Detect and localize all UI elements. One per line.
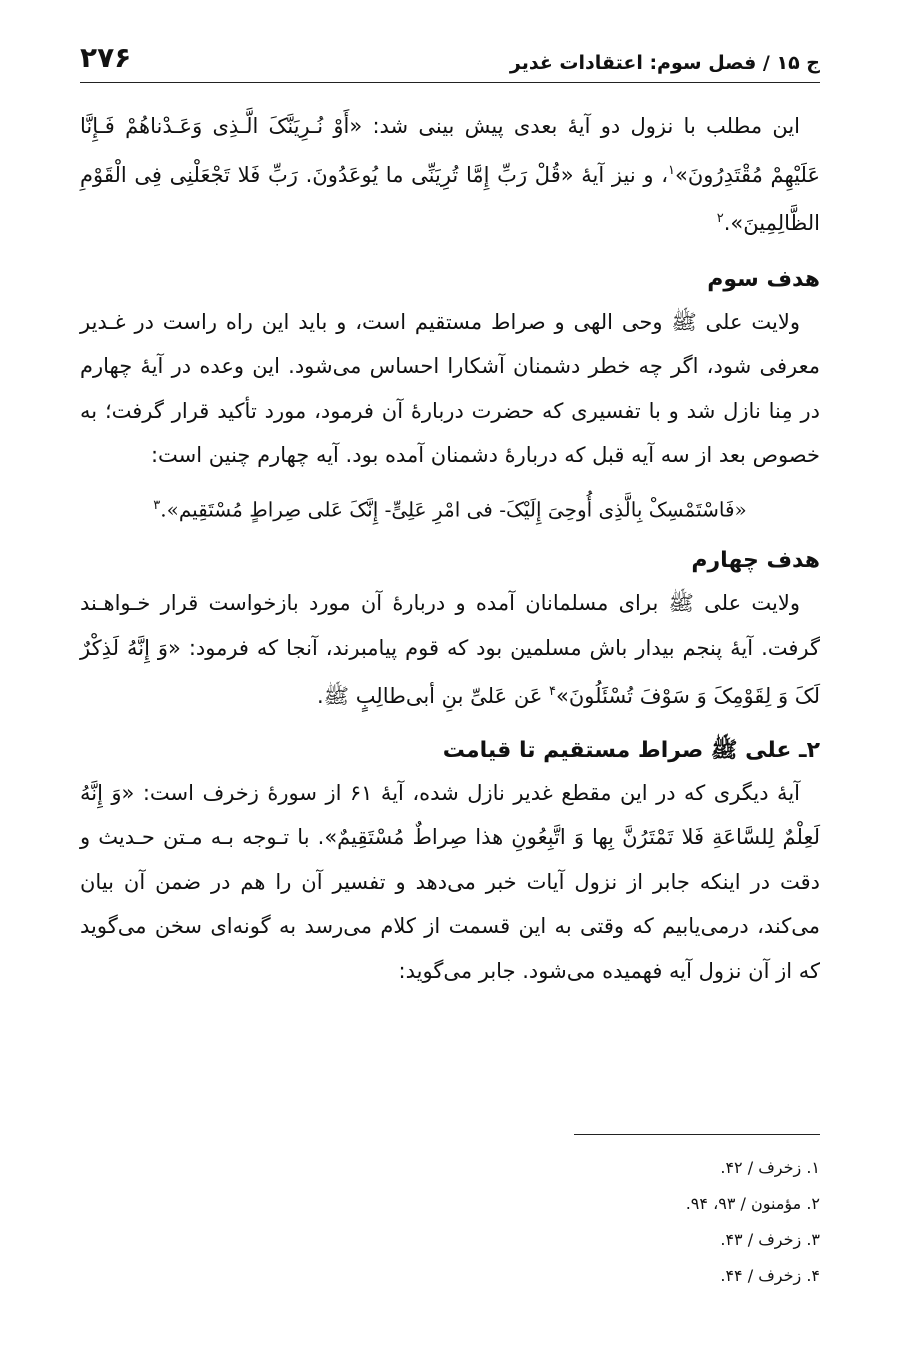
footnote-3: ۳. زخرف / ۴۳. (720, 1230, 820, 1249)
paragraph-1-text: این مطلب با نزول دو آیهٔ بعدی پیش بینی شد: «أَوْ نُـرِیَنَّکَ الَّـذِی وَعَـدْناهُمْ فَـإِنَّا عَلَیْهِمْ مُقْتَدِرُونَ» (80, 114, 820, 187)
page-body (80, 104, 820, 993)
running-head: ج ۱۵ / فصل سوم: اعتقادات غدیر (509, 52, 820, 74)
paragraph-1-text-2: ، و نیز آیهٔ «قُلْ رَبِّ إِمَّا تُرِیَنِّی ما یُوعَدُونَ. رَبِّ فَلا تَجْعَلْنِی فِی الْقَوْمِ الظَّالِمِینَ». (80, 162, 820, 235)
footnote-ref-2: ۲ (716, 211, 724, 226)
heading-section-2: ۲ـ علی ﷺ صراط مستقیم تا قیامت (442, 737, 820, 763)
paragraph-3-text: ولایت علی ﷺ برای مسلمانان آمده و دربارهٔ آن مورد بازخواست قرار خـواهـند گرفت. آیهٔ پنجم بیدار باش مسلمین بود که قوم پیامبرند، آنجا که فرمود: «وَ إِنَّهُ لَذِکْرٌ لَکَ وَ لِقَوْمِکَ وَ سَوْفَ تُسْئَلُونَ» (80, 591, 820, 709)
footnote-divider (574, 1134, 820, 1135)
paragraph-4: آیهٔ دیگری که در این مقطع غدیر نازل شده، آیهٔ ۶۱ از سورهٔ زخرف است: «وَ إِنَّهُ لَعِلْمٌ لِلسَّاعَةِ فَلا تَمْتَرُنَّ بِها وَ اتَّبِعُونِ هذا صِراطٌ مُسْتَقِیمٌ». با تـوجه بـه مـتن حـدیث و دقت در اینکه جابر از نزول آیات خبر می‌دهد و تفسیر آن را هم در ضمن آن بیان می‌کند، درمی‌یابیم که وقتی به این قسمت از کلام می‌رسد به گونه‌ای سخن می‌گوید که از آن نزول آیه فهمیده می‌شود. جابر می‌گوید: (80, 780, 820, 983)
heading-goal-four: هدف چهارم (691, 548, 820, 574)
heading-goal-three: هدف سوم (707, 266, 820, 292)
footnotes (80, 1150, 820, 1294)
verse-quote (80, 482, 820, 534)
paragraph-1 (80, 104, 820, 246)
footnote-4: ۴. زخرف / ۴۴. (720, 1266, 820, 1285)
verse-text: «فَاسْتَمْسِکْ بِالَّذِی أُوحِیَ إِلَیْکَ- فی امْرِ عَلِیٍّ- إِنَّکَ عَلی صِراطٍ مُسْتَقِیم». (160, 497, 747, 522)
paragraph-3-text-2: عَن عَلیِّ بنِ أبی‌طالِبٍ ﷺ. (316, 684, 550, 709)
paragraph-2: ولایت علی ﷺ وحی الهی و صراط مستقیم است، و باید این راه راست در غـدیر معرفی شود، اگر چه خطر دشمنان آشکارا احساس می‌شود. این وعده در آیهٔ چهارم در مِنا نازل شد و با تفسیری که حضرت دربارهٔ آن فرمود، مورد تأکید قرار گرفت؛ به خصوص بعد از سه آیه قبل که دربارهٔ دشمنان آمده بود. آیه چهارم چنین است: (80, 309, 820, 467)
footnote-ref-4: ۴ (549, 684, 557, 700)
page-number: ۲۷۶ (80, 41, 132, 74)
footnote-ref-1: ۱ (668, 162, 676, 178)
footnote-ref-3: ۳ (153, 497, 161, 513)
page-header (80, 28, 820, 83)
footnote-1: ۱. زخرف / ۴۲. (720, 1158, 820, 1177)
paragraph-3 (80, 581, 820, 719)
footnote-2: ۲. مؤمنون / ۹۳، ۹۴. (685, 1194, 820, 1213)
